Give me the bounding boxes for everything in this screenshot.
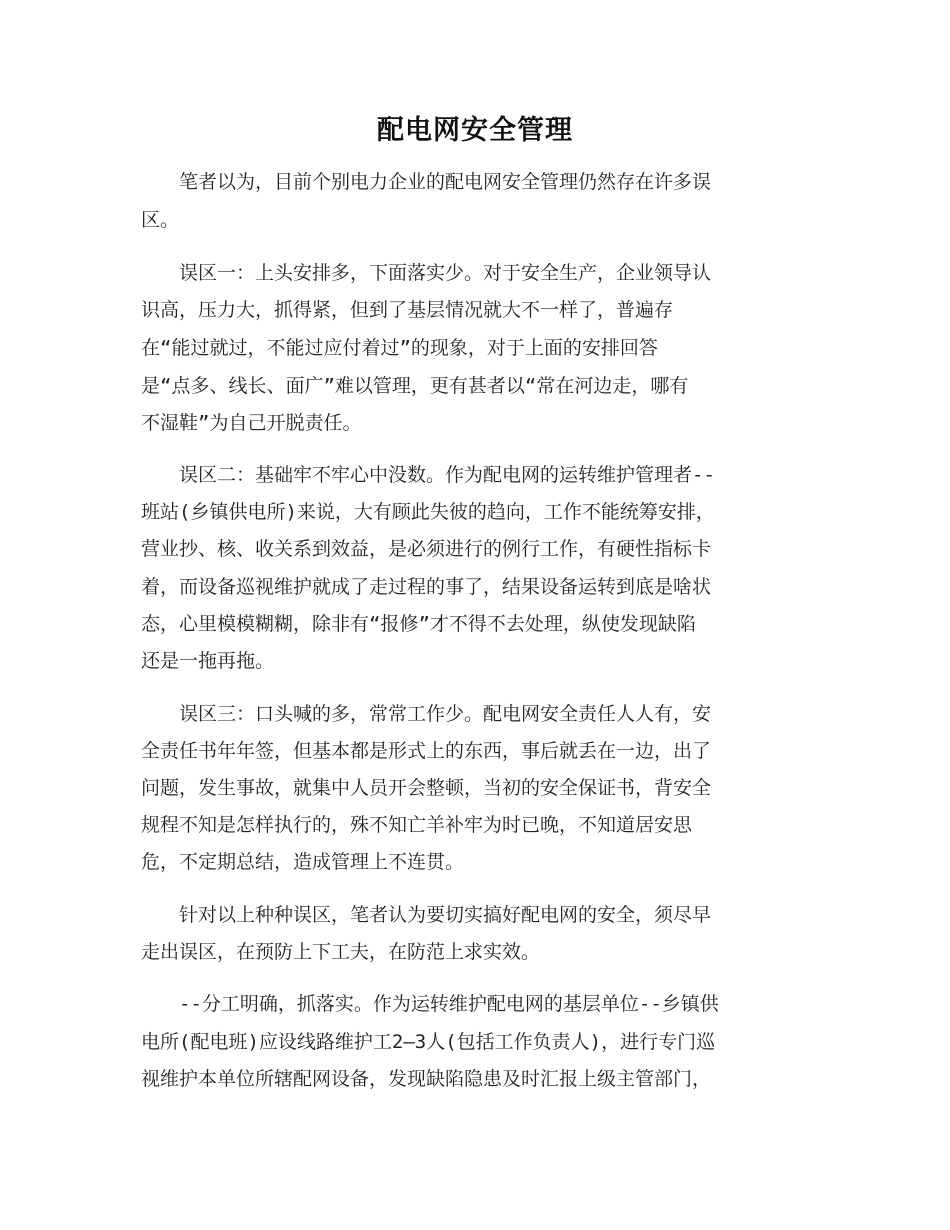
text-line: 还是一拖再拖。: [141, 650, 275, 672]
text-line: 不湿鞋”为自己开脱责任。: [141, 412, 362, 434]
text-line: 笔者以为，目前个别电力企业的配电网安全管理仍然存在许多误: [141, 171, 712, 193]
text-line: 问题，发生事故，就集中人员开会整顿，当初的安全保证书，背安全: [141, 777, 712, 799]
text-line: 识高，压力大，抓得紧，但到了基层情况就大不一样了，普遍存: [141, 299, 674, 321]
text-line: 营业抄、核、收关系到效益，是必须进行的例行工作，有硬性指标卡: [141, 538, 712, 560]
text-line: 着，而设备巡视维护就成了走过程的事了，结果设备运转到底是啥状: [141, 576, 712, 598]
text-line: 全责任书年年签，但基本都是形式上的东西，事后就丢在一边，出了: [141, 740, 712, 762]
text-line: 危，不定期总结，造成管理上不连贯。: [141, 851, 465, 873]
text-line: 班站(乡镇供电所)来说，大有顾此失彼的趋向，工作不能统筹安排，: [141, 501, 715, 523]
text-line: --分工明确，抓落实。作为运转维护配电网的基层单位--乡镇供: [141, 993, 719, 1015]
text-line: 误区三：口头喊的多，常常工作少。配电网安全责任人人有，安: [141, 703, 712, 725]
text-line: 是“点多、线长、面广”难以管理，更有甚者以“常在河边走，哪有: [141, 375, 689, 397]
text-line: 区。: [141, 209, 180, 231]
text-line: 在“能过就过，不能过应付着过”的现象，对于上面的安排回答: [141, 337, 658, 359]
text-line: 误区二：基础牢不牢心中没数。作为配电网的运转维护管理者--: [141, 464, 715, 486]
text-line: 误区一：上头安排多，下面落实少。对于安全生产，企业领导认: [141, 262, 712, 284]
text-line: 走出误区，在预防上下工夫，在防范上求实效。: [141, 941, 541, 963]
text-line: 视维护本单位所辖配网设备，发现缺陷隐患及时汇报上级主管部门，: [141, 1068, 712, 1090]
text-line: 针对以上种种误区，笔者认为要切实搞好配电网的安全，须尽早: [141, 904, 712, 926]
text-line: 规程不知是怎样执行的，殊不知亡羊补牢为时已晚，不知道居安思: [141, 814, 693, 836]
document-title: 配电网安全管理: [377, 115, 573, 146]
text-line: 电所(配电班)应设线路维护工2—3人(包括工作负责人)，进行专门巡: [141, 1031, 716, 1053]
text-line: 态，心里模模糊糊，除非有“报修”才不得不去处理，纵使发现缺陷: [141, 613, 696, 635]
